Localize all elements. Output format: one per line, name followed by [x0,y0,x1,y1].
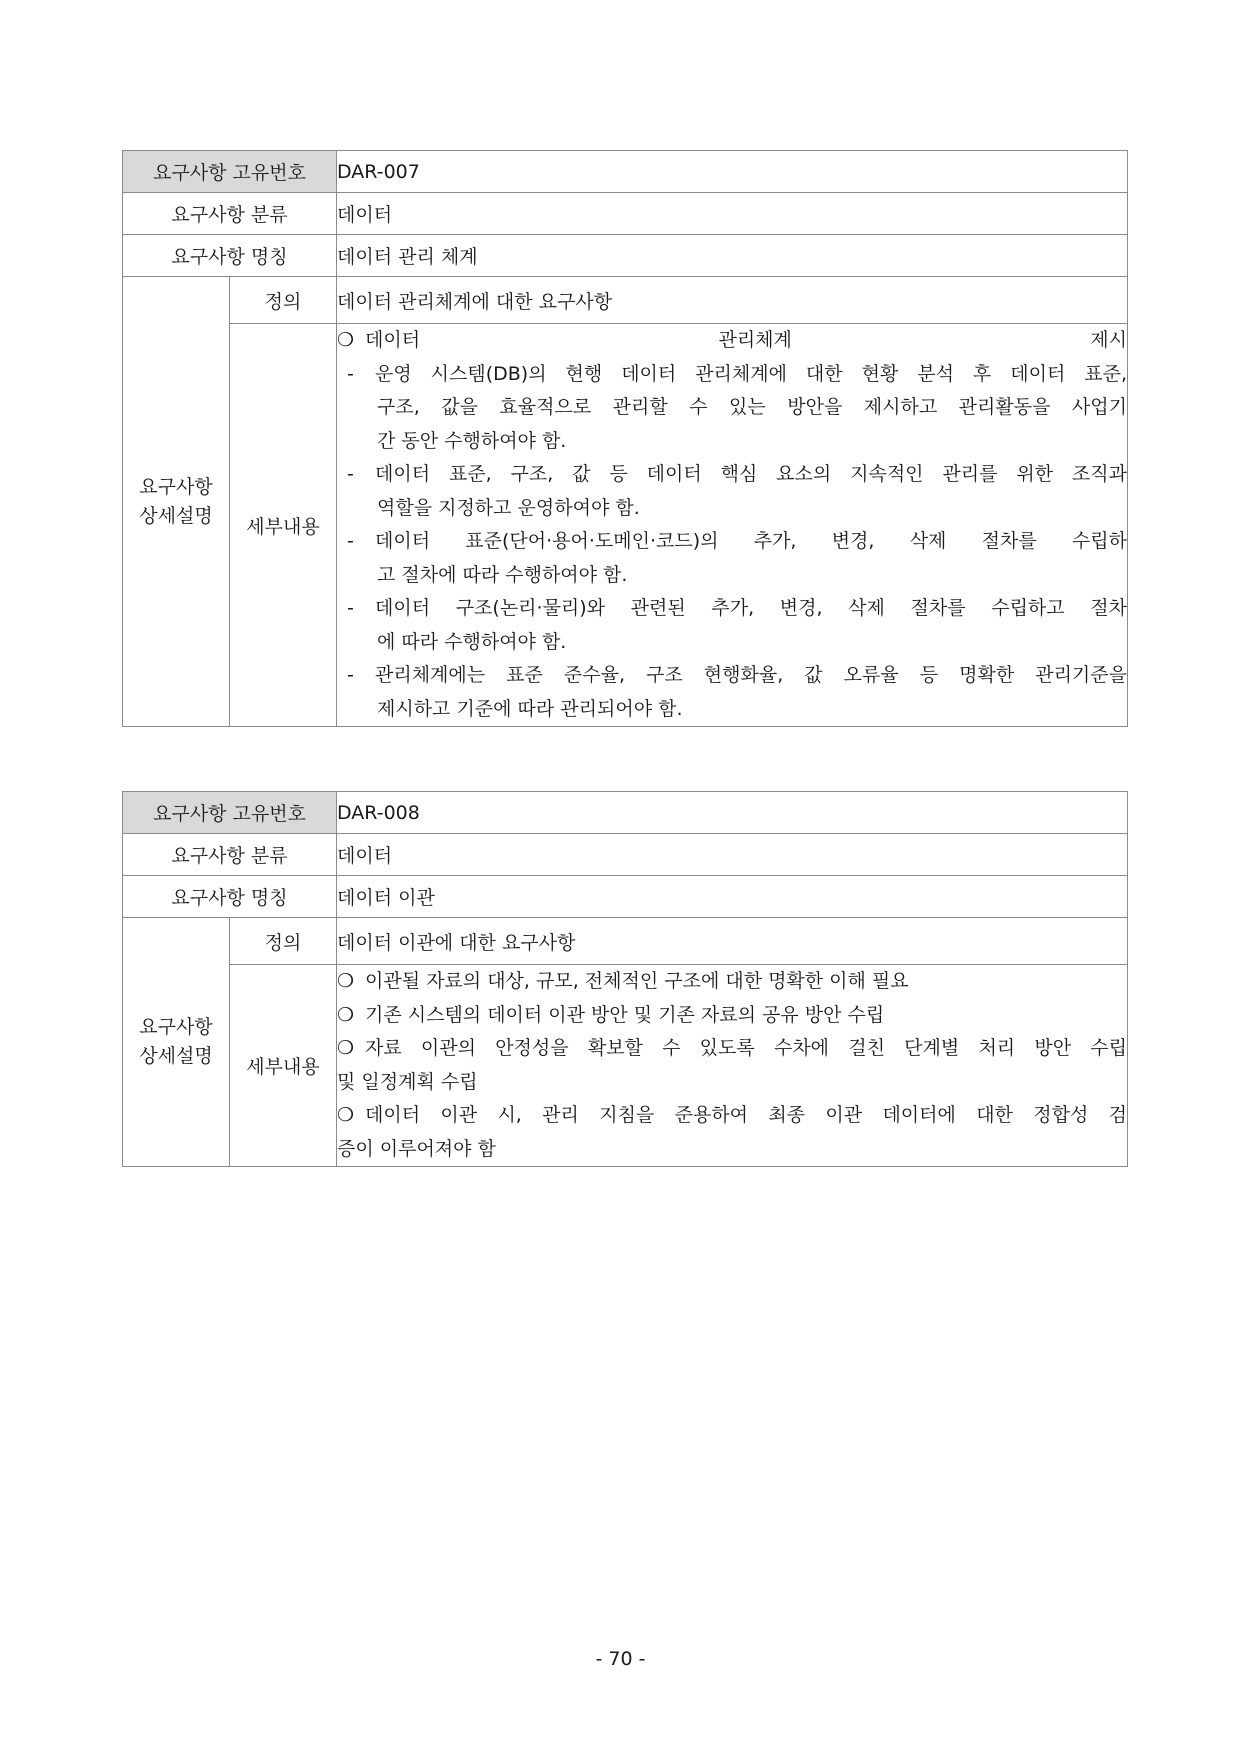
dash-bullet: - [347,597,354,619]
detail-line: 고 절차에 따라 수행하여야 함. [377,563,628,586]
detail-group-label-line-2: 상세설명 [139,504,213,527]
detail-line: 구조, 값을 효율적으로 관리할 수 있는 방안을 제시하고 관리활동을 사업기 [377,396,1127,418]
definition-label: 정의 [230,918,337,965]
name-label: 요구사항 명칭 [123,235,337,277]
row-details [123,965,1128,1167]
detail-line: - 데이터 표준(단어·용어·도메인·코드)의 추가, 변경, 삭제 절차를 수립하 [337,525,1127,559]
name-label: 요구사항 명칭 [123,876,337,918]
detail-line: ❍ 데이터 관리체계 제시 [337,324,1127,358]
circle-bullet-icon: ❍ [337,1037,355,1059]
detail-line: 제시하고 기준에 따라 관리되어야 함. [377,697,683,720]
category-value: 데이터 [337,834,1128,876]
definition-value: 데이터 관리체계에 대한 요구사항 [337,277,1128,324]
row-category [123,193,1128,235]
dash-bullet: - [347,530,354,552]
circle-bullet-icon: ❍ [337,1003,355,1026]
detail-line: ❍ 자료 이관의 안정성을 확보할 수 있도록 수차에 걸친 단계별 처리 방안 수립 [337,1032,1127,1066]
dash-bullet: - [347,463,354,485]
circle-bullet-icon: ❍ [337,970,355,992]
details-label: 세부내용 [230,965,337,1167]
id-label: 요구사항 고유번호 [123,151,337,193]
row-category [123,834,1128,876]
id-value: DAR-007 [337,151,1128,193]
detail-line: ❍ 기존 시스템의 데이터 이관 방안 및 기존 자료의 공유 방안 수립 [337,999,1127,1033]
detail-group-label-line-1: 요구사항 [139,1016,213,1038]
row-definition [123,277,1128,324]
name-value: 데이터 이관 [337,876,1128,918]
category-value: 데이터 [337,193,1128,235]
detail-line: ❍ 데이터 이관 시, 관리 지침을 준용하여 최종 이관 데이터에 대한 정합성 검 [337,1099,1127,1133]
row-name [123,235,1128,277]
requirement-table-dar-007 [122,150,1128,727]
requirement-table-dar-008 [122,791,1128,1167]
detail-group-label-line-1: 요구사항 [139,475,213,498]
circle-bullet-icon: ❍ [337,1104,355,1126]
page-number: - 70 - [595,1648,646,1670]
category-label: 요구사항 분류 [123,834,337,876]
detail-line: - 데이터 표준, 구조, 값 등 데이터 핵심 요소의 지속적인 관리를 위한 조직과 [337,458,1127,492]
detail-line: 간 동안 수행하여야 함. [377,429,567,452]
detail-line: 역할을 지정하고 운영하여야 함. [377,496,640,519]
detail-line: - 운영 시스템(DB)의 현행 데이터 관리체계에 대한 현황 분석 후 데이터 표준, [337,358,1127,392]
name-value: 데이터 관리 체계 [337,235,1128,277]
detail-line: - 관리체계에는 표준 준수율, 구조 현행화율, 값 오류율 등 명확한 관리기준을 [337,659,1127,693]
row-name [123,876,1128,918]
details-content [337,965,1128,1167]
detail-line: ❍ 이관될 자료의 대상, 규모, 전체적인 구조에 대한 명확한 이해 필요 [337,965,1127,999]
detail-group-label-line-2: 상세설명 [139,1045,213,1067]
definition-value: 데이터 이관에 대한 요구사항 [337,918,1128,965]
dash-bullet: - [347,664,354,686]
id-value: DAR-008 [337,792,1128,834]
detail-line: 증이 이루어져야 함 [337,1137,496,1160]
row-details [123,324,1128,727]
row-definition [123,918,1128,965]
detail-line: 및 일정계획 수립 [337,1070,478,1093]
detail-line: - 데이터 구조(논리·물리)와 관련된 추가, 변경, 삭제 절차를 수립하고 절차 [337,592,1127,626]
detail-group-label [123,277,230,727]
definition-label: 정의 [230,277,337,324]
detail-line: 에 따라 수행하여야 함. [377,630,567,653]
row-id [123,792,1128,834]
id-label: 요구사항 고유번호 [123,792,337,834]
detail-group-label [123,918,230,1167]
details-content [337,324,1128,727]
dash-bullet: - [347,362,354,385]
circle-bullet-icon: ❍ [337,329,355,351]
details-label: 세부내용 [230,324,337,727]
category-label: 요구사항 분류 [123,193,337,235]
row-id [123,151,1128,193]
